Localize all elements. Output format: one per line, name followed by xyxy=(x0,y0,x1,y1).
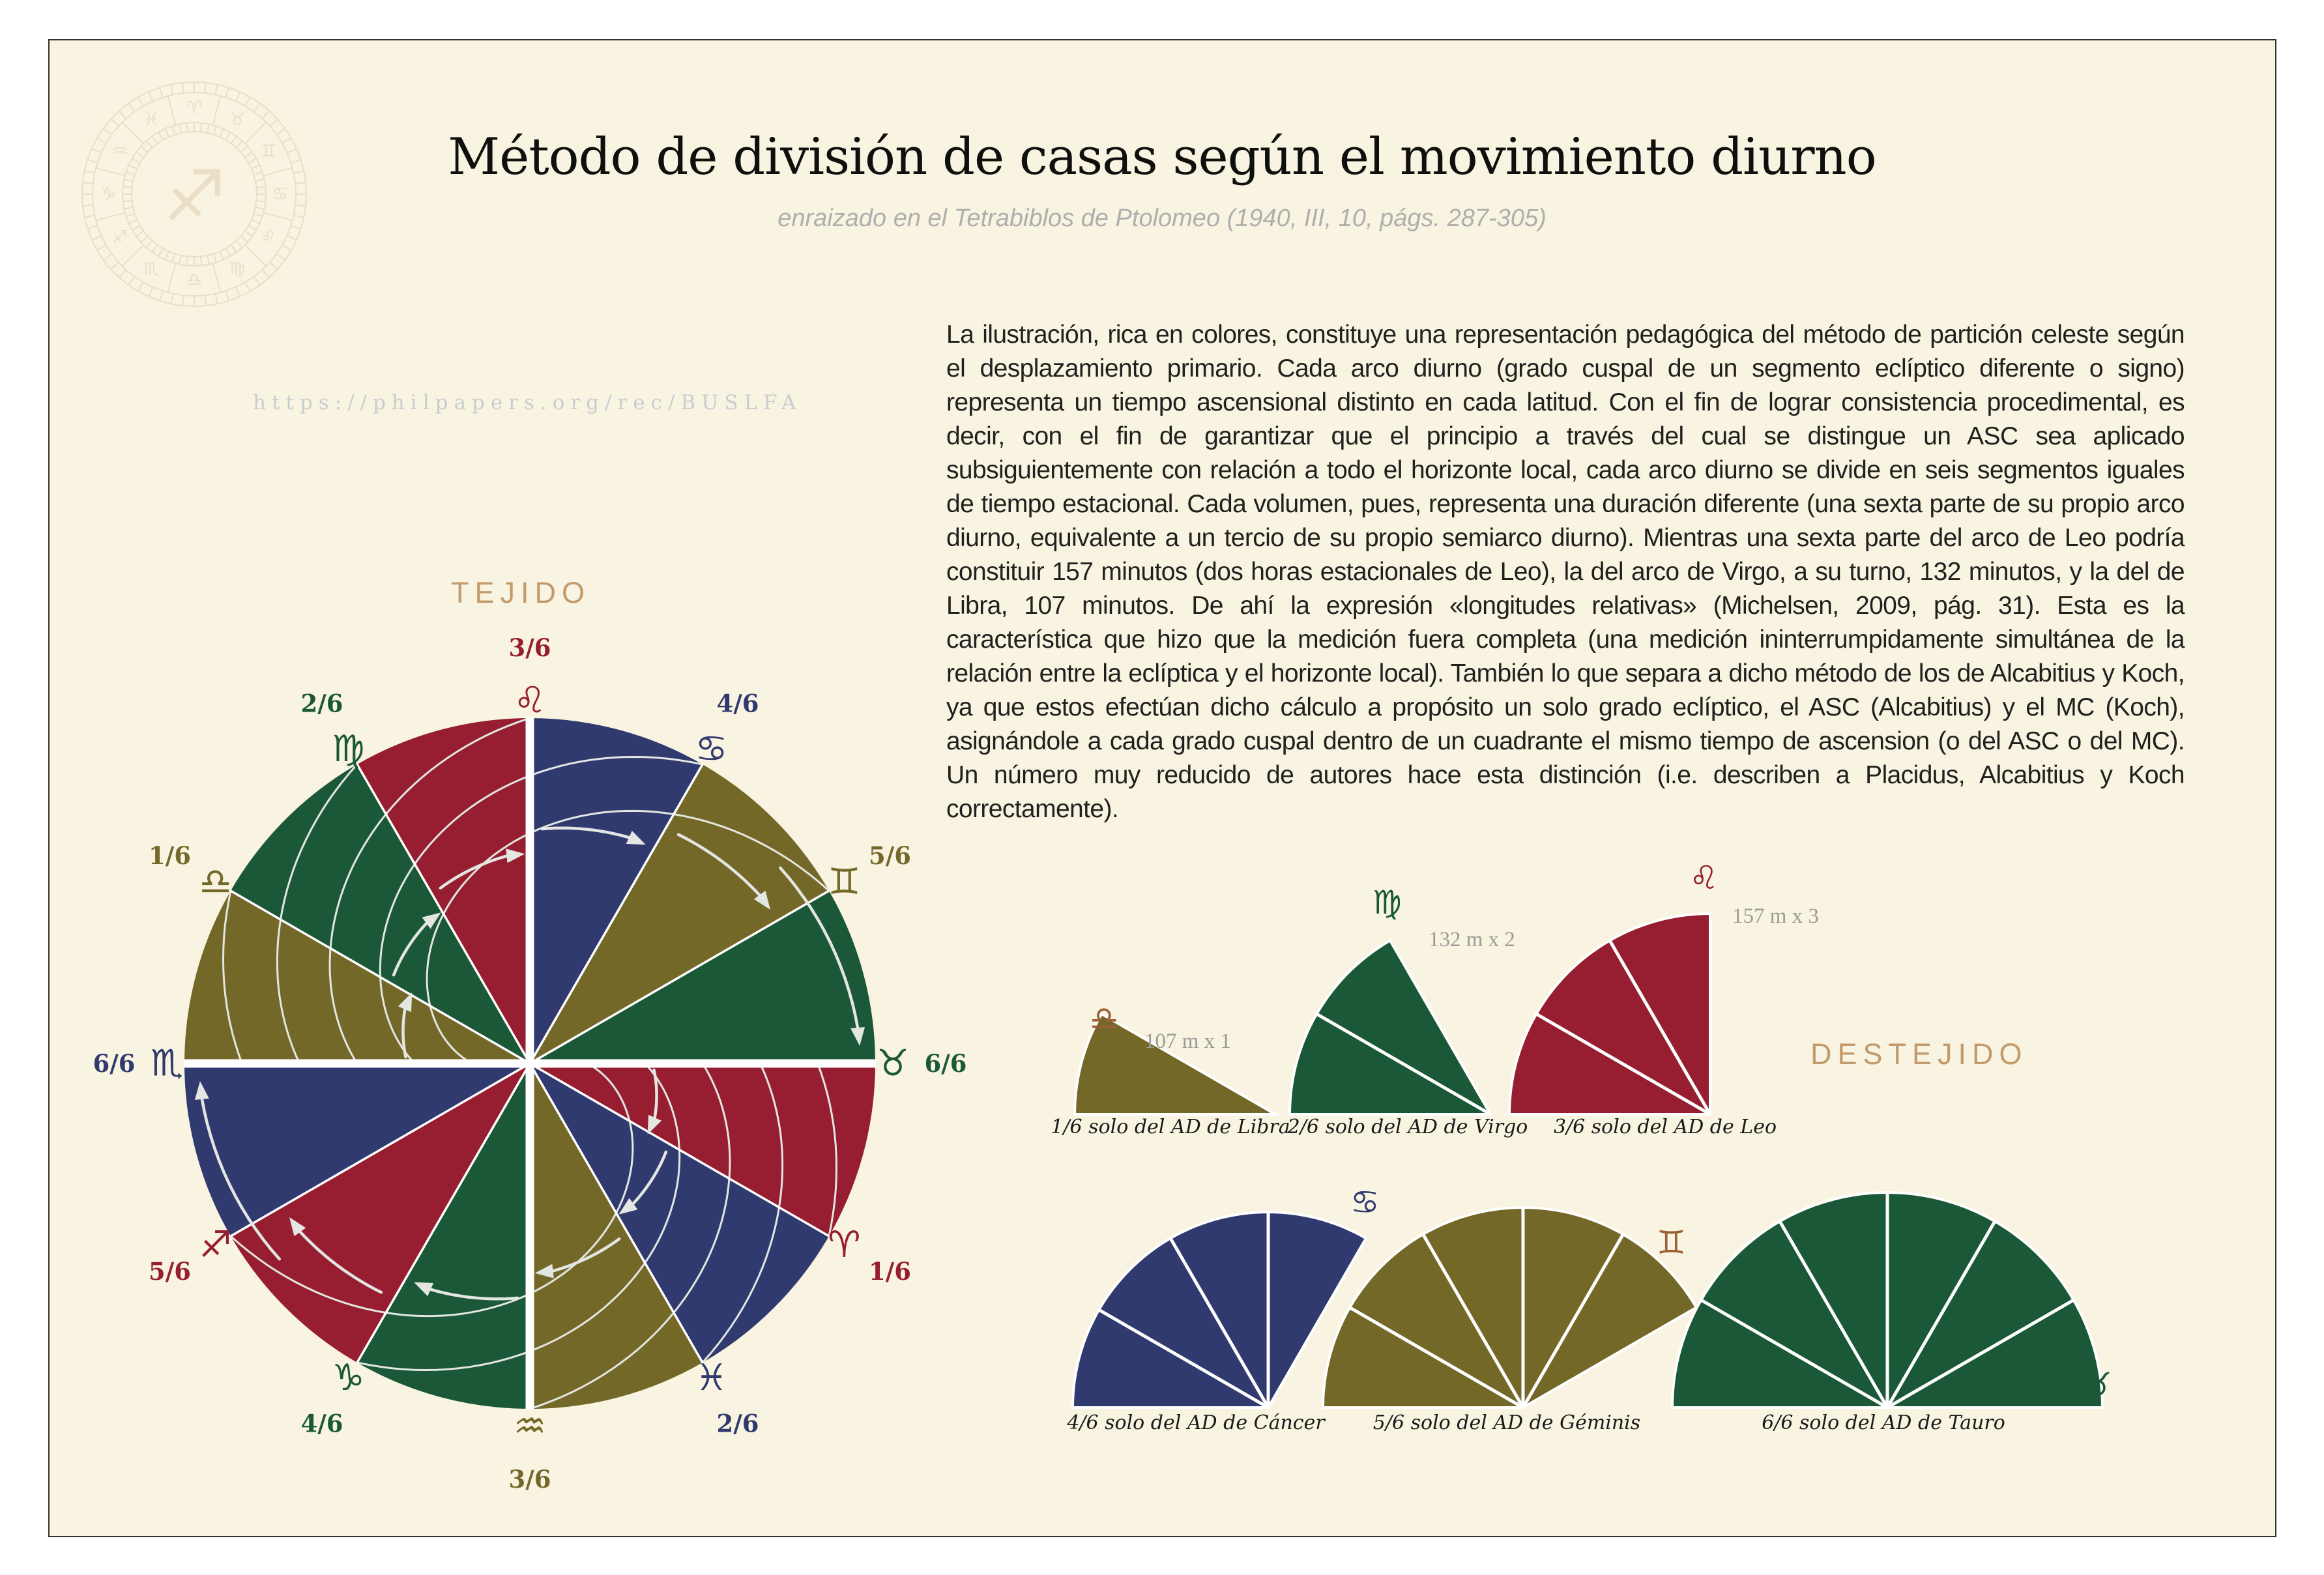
fan-glyph-leo-icon: ♌ xyxy=(1689,859,1719,897)
watermark-tick xyxy=(225,248,230,256)
watermark-zodiac-glyph-icon: ♎ xyxy=(186,270,203,291)
watermark-tick xyxy=(119,111,126,119)
watermark-zodiac-glyph-icon: ♉ xyxy=(229,109,246,130)
watermark-zodiac-glyph-icon: ♍ xyxy=(229,258,246,279)
watermark-spoke xyxy=(123,245,144,267)
fan-minutes-label-virgo: 132 m x 2 xyxy=(1429,928,1515,951)
watermark-spoke xyxy=(168,263,176,292)
zodiac-wheel-watermark xyxy=(77,77,312,311)
fan-minutes-label-libra: 107 m x 1 xyxy=(1144,1030,1231,1053)
watermark-tick xyxy=(207,255,209,265)
watermark-tick xyxy=(256,187,265,188)
watermark-zodiac-glyph-icon: ♈ xyxy=(186,98,203,119)
cusp-fraction-capricornio: 4/6 xyxy=(300,1409,343,1438)
watermark-tick xyxy=(245,282,250,291)
watermark-tick xyxy=(287,235,297,240)
section-label-tejido: TEJIDO xyxy=(451,576,591,609)
destejido-fans-chart xyxy=(1043,880,2183,1466)
watermark-tick xyxy=(123,187,132,188)
watermark-tick xyxy=(104,254,112,260)
fan-caption-géminis: 5/6 solo del AD de Géminis xyxy=(1373,1411,1641,1434)
cusp-fraction-aries: 1/6 xyxy=(868,1257,912,1286)
watermark-zodiac-glyph-icon: ♒ xyxy=(111,141,128,162)
fan-glyph-géminis-icon: ♊ xyxy=(1657,1224,1686,1262)
watermark-tick xyxy=(215,294,217,304)
fan-glyph-libra-icon: ♎ xyxy=(1090,1000,1119,1037)
watermark-tick xyxy=(138,97,143,106)
zodiac-glyph-virgo-icon: ♍ xyxy=(332,728,365,771)
watermark-spoke xyxy=(212,263,220,292)
watermark-tick xyxy=(262,111,269,119)
watermark-tick xyxy=(225,291,229,300)
watermark-tick xyxy=(240,236,247,242)
cusp-fraction-escorpio: 6/6 xyxy=(93,1049,136,1078)
watermark-zodiac-glyph-icon: ♐ xyxy=(111,227,128,248)
watermark-zodiac-glyph-icon: ♋ xyxy=(272,184,289,205)
cusp-fraction-sagitario: 5/6 xyxy=(148,1257,192,1286)
zodiac-glyph-capricornio-icon: ♑ xyxy=(332,1356,365,1399)
zodiac-glyph-géminis-icon: ♊ xyxy=(828,861,861,903)
watermark-tick xyxy=(220,252,224,260)
fan-géminis xyxy=(1323,1207,1696,1408)
cusp-fraction-tauro: 6/6 xyxy=(924,1049,967,1078)
watermark-tick xyxy=(182,83,184,93)
watermark-tick xyxy=(171,294,173,304)
watermark-tick xyxy=(128,104,134,112)
page-title: Método de división de casas según el movimiento diurno xyxy=(448,128,1876,186)
zodiac-glyph-sagitario-icon: ♐ xyxy=(199,1224,232,1266)
watermark-zodiac-glyph-icon: ♊ xyxy=(261,141,277,162)
watermark-tick xyxy=(225,87,229,97)
watermark-tick xyxy=(149,287,153,297)
watermark-tick xyxy=(160,291,163,300)
watermark-tick xyxy=(270,262,278,269)
watermark-zodiac-glyph-icon: ♑ xyxy=(100,184,117,205)
watermark-tick xyxy=(187,256,188,265)
watermark-spoke xyxy=(245,245,267,267)
zodiac-glyph-piscis-icon: ♓ xyxy=(695,1356,728,1399)
watermark-tick xyxy=(138,282,143,291)
zodiac-glyph-libra-icon: ♎ xyxy=(199,861,232,903)
page-subtitle: enraizado en el Tetrabiblos de Ptolomeo (1940, III, 10, págs. 287-305) xyxy=(777,205,1547,232)
cusp-fraction-libra: 1/6 xyxy=(148,841,192,870)
watermark-tick xyxy=(205,295,206,306)
watermark-tick xyxy=(152,245,157,252)
watermark-tick xyxy=(158,248,163,256)
fan-glyph-tauro-icon: ♉ xyxy=(2083,1366,2112,1404)
cusp-fraction-piscis: 2/6 xyxy=(716,1409,759,1438)
watermark-zodiac-glyph-icon: ♌ xyxy=(261,227,277,248)
watermark-tick xyxy=(245,97,250,106)
zodiac-glyph-aries-icon: ♈ xyxy=(828,1224,861,1266)
tejido-wheel-chart xyxy=(87,627,973,1526)
cusp-fraction-leo: 3/6 xyxy=(508,633,551,662)
watermark-tick xyxy=(128,276,134,285)
watermark-tick xyxy=(214,253,216,262)
watermark-tick xyxy=(235,287,240,297)
watermark-tick xyxy=(282,245,291,250)
cusp-fraction-cáncer: 4/6 xyxy=(716,689,759,718)
fan-minutes-label-leo: 157 m x 3 xyxy=(1732,904,1819,928)
watermark-tick xyxy=(171,85,173,95)
fan-glyph-cáncer-icon: ♋ xyxy=(1350,1183,1380,1221)
watermark-tick xyxy=(235,92,240,102)
watermark-spoke xyxy=(168,96,176,124)
fan-caption-virgo: 2/6 solo del AD de Virgo xyxy=(1287,1116,1528,1138)
watermark-tick xyxy=(254,276,260,285)
watermark-tick xyxy=(92,235,102,240)
watermark-tick xyxy=(172,253,175,262)
watermark-tick xyxy=(149,92,153,102)
watermark-zodiac-glyph-icon: ♓ xyxy=(143,109,160,130)
watermark-tick xyxy=(262,270,269,278)
fan-virgo xyxy=(1290,940,1490,1114)
watermark-tick xyxy=(254,104,260,112)
fan-caption-cáncer: 4/6 solo del AD de Cáncer xyxy=(1067,1411,1325,1434)
zodiac-glyph-cáncer-icon: ♋ xyxy=(695,728,728,771)
url-watermark: https://philpapers.org/rec/BUSLFA xyxy=(253,391,802,414)
cusp-fraction-géminis: 5/6 xyxy=(868,841,912,870)
watermark-tick xyxy=(119,270,126,278)
watermark-tick xyxy=(111,262,119,269)
zodiac-glyph-escorpio-icon: ♏ xyxy=(150,1042,184,1085)
description-paragraph: La ilustración, rica en colores, constituye una representación pedagógica del método de partición celeste según el desplazamiento primario. Cada arco diurno (grado cuspal de un segmento eclíptico diferente o signo) representa un tiempo ascensional distinto en cada latitud. Con el fin de lograr consistencia procedimental, es decir, con el fin de garantizar que el principio a través del cual se distingue un ASC sea aplicado subsiguientemente con relación a todo el horizonte local, cada arco diurno se divide en seis segmentos iguales de tiempo estacional. Cada volumen, pues, representa una duración diferente (una sexta parte de su propio arco diurno, equivalente a un tercio de su propio semiarco diurno). Mientras una sexta parte del arco de Leo podría constituir 157 minutos (dos horas estacionales de Leo), la del arco de Virgo, a su turno, 132 minutos, y la del de Libra, 107 minutos. De ahí la expresión «longitudes relativas» (Michelsen, 2009, pág. 31). Esta es la característica que hizo que la medición fuera completa (una medición ininterrumpidamente simultánea de la relación entre la eclíptica y el horizonte local). También lo que separa a dicho método de los de Alcabitius y Koch, ya que estos efectúan dicho cálculo a propósito un solo grado eclíptico, el ASC (Alcabitius) y el MC (Koch), asignándole a cada grado cuspal dentro de un cuadrante el mismo tiempo de ascension (o del ASC o del MC). Un número muy reducido de autores hace esta distinción (i.e. describen a Placidus, Alcabitius y Koch correctamente). xyxy=(946,321,2185,823)
watermark-zodiac-glyph-icon: ♏ xyxy=(143,258,160,279)
watermark-tick xyxy=(179,255,181,265)
watermark-tick xyxy=(215,85,217,95)
watermark-tick xyxy=(146,240,152,247)
section-label-destejido: DESTEJIDO xyxy=(1810,1037,2028,1071)
watermark-tick xyxy=(236,240,242,247)
zodiac-glyph-tauro-icon: ♉ xyxy=(876,1042,910,1085)
watermark-tick xyxy=(270,119,278,126)
watermark-tick xyxy=(111,119,119,126)
zodiac-glyph-acuario-icon: ♒ xyxy=(513,1405,547,1448)
cusp-fraction-virgo: 2/6 xyxy=(300,689,343,718)
fan-glyph-virgo-icon: ♍ xyxy=(1373,884,1402,921)
watermark-tick xyxy=(160,87,163,97)
zodiac-glyph-leo-icon: ♌ xyxy=(513,679,547,722)
fan-caption-tauro: 6/6 solo del AD de Tauro xyxy=(1762,1411,2005,1434)
watermark-tick xyxy=(182,295,184,306)
watermark-tick xyxy=(231,245,236,252)
watermark-tick xyxy=(276,254,285,260)
cusp-fraction-acuario: 3/6 xyxy=(508,1465,551,1494)
watermark-tick xyxy=(165,252,169,260)
watermark-tick xyxy=(141,236,147,242)
watermark-spoke xyxy=(212,96,220,124)
fan-caption-leo: 3/6 solo del AD de Leo xyxy=(1553,1116,1777,1138)
watermark-tick xyxy=(205,83,206,93)
sagittarius-centaur-watermark-icon: ♐ xyxy=(162,156,226,238)
fan-caption-libra: 1/6 solo del AD de Libra xyxy=(1051,1116,1290,1138)
watermark-tick xyxy=(97,245,106,250)
